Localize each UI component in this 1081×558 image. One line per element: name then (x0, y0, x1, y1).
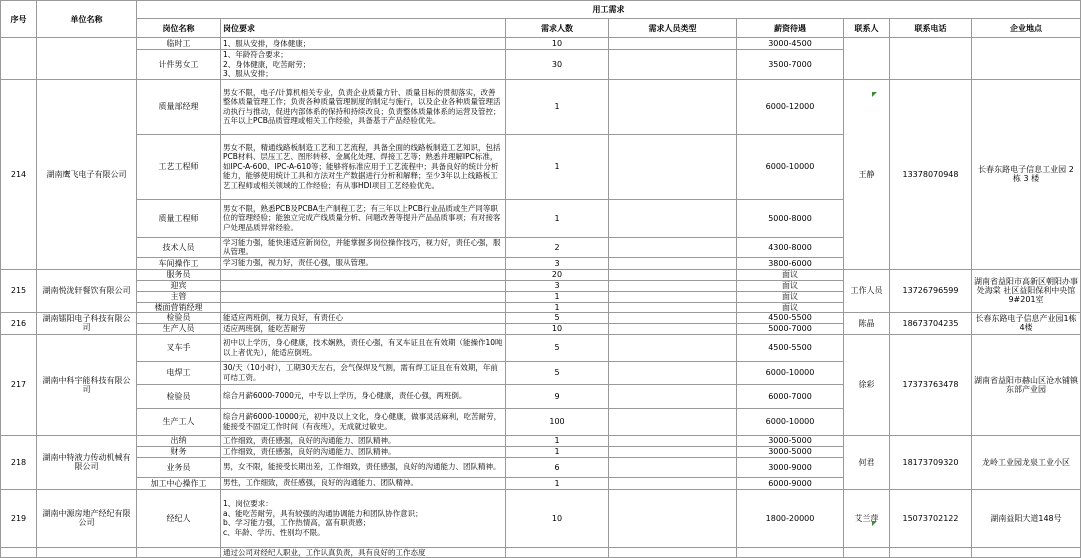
header-row-1 (1, 1, 1081, 19)
header-row-2 (1, 19, 1081, 38)
requirement-cell: 综合月薪6000-7000元，中专以上学历，身心健康，责任心强，两班倒。 (221, 384, 506, 408)
requirement-cell: 男女不限，精通线路板制造工艺和工艺流程，具备全面的线路板制造工艺知识，包括PCB材料、层压工艺、图形转移、金属化处理、焊接工艺等；熟悉并理解IPC标准，如IPC-A-600、IPC-A-610等；能够将标准应用于工艺流程中；具备良好的统计分析能力，能够使用统计工具和方法对生产数据进行分析和解释；至少3年以上线路板工艺工程师或相关领域的工作经验；有从事HDI项目工艺经验优先。 (221, 134, 506, 199)
count-cell: 5 (506, 334, 609, 361)
company-name-cell: 湖南中特液力传动机械有限公司 (37, 435, 137, 489)
type-cell (609, 134, 737, 199)
position-cell: 生产工人 (137, 408, 221, 435)
company-name-cell: 湖南中源房地产经纪有限公司 (37, 489, 137, 547)
salary-cell: 3000-5000 (737, 446, 844, 457)
count-cell: 3 (506, 280, 609, 291)
count-cell: 3 (506, 257, 609, 269)
table-row-partial (1, 547, 1081, 558)
phone-cell: 13378070948 (890, 79, 972, 269)
type-cell (609, 291, 737, 302)
phone-cell (890, 38, 972, 80)
count-cell: 20 (506, 269, 609, 280)
seq-cell: 219 (1, 489, 37, 547)
type-cell (609, 269, 737, 280)
header-requirement: 岗位要求 (221, 19, 506, 38)
header-phone: 联系电话 (890, 19, 972, 38)
position-cell: 主管 (137, 291, 221, 302)
position-cell: 质量部经理 (137, 79, 221, 134)
position-cell: 加工中心操作工 (137, 477, 221, 489)
header-contact: 联系人 (844, 19, 890, 38)
table-row (1, 312, 1081, 323)
table-row (1, 334, 1081, 361)
header-company: 单位名称 (37, 1, 137, 38)
requirement-cell (221, 269, 506, 280)
requirement-cell: 30/天（10小时），工期30天左右，会气保焊及气割，需有焊工证且在有效期，年前可结工资。 (221, 361, 506, 384)
type-cell (609, 323, 737, 334)
type-cell (609, 79, 737, 134)
type-cell (609, 477, 737, 489)
table-row (1, 489, 1081, 547)
salary-cell: 面议 (737, 280, 844, 291)
position-cell: 叉车手 (137, 334, 221, 361)
salary-cell: 面议 (737, 291, 844, 302)
position-cell: 检验员 (137, 384, 221, 408)
type-cell (609, 435, 737, 446)
position-cell: 计件男女工 (137, 50, 221, 80)
count-cell: 1 (506, 199, 609, 237)
company-name-cell: 湖南中科宇能科技有限公司 (37, 334, 137, 435)
type-cell (609, 302, 737, 312)
salary-cell: 3000-4500 (737, 38, 844, 50)
requirement-cell: 男女不限，电子/计算机相关专业，负责企业质量方针、质量目标的贯彻落实，改善整体质量管理工作；负责各种质量管理制度的制定与施行，以及企业各种质量管理活动执行与推动，促进内部体系的保持和持续改良；负责整体质量体系的运营及管控；五年以上PCB品质管理或相关工作经验，具备基于产品经验优先。 (221, 79, 506, 134)
salary-cell: 6000-7000 (737, 384, 844, 408)
requirement-cell-partial: 通过公司对经纪人职业，工作认真负责，具有良好的工作态度 (221, 547, 506, 558)
position-cell: 业务员 (137, 457, 221, 477)
phone-cell: 15073702122 (890, 489, 972, 547)
contact-cell: 艾兰萍 (844, 489, 890, 547)
company-name-cell: 湖南镭阳电子科技有限公司 (37, 312, 137, 334)
count-cell: 5 (506, 312, 609, 323)
count-cell: 10 (506, 38, 609, 50)
salary-cell: 6000-10000 (737, 408, 844, 435)
position-cell: 财务 (137, 446, 221, 457)
address-cell: 长春东路电子信息产业园1栋4楼 (972, 312, 1081, 334)
position-cell: 车间操作工 (137, 257, 221, 269)
contact-cell: 徐彩 (844, 334, 890, 435)
address-cell: 龙岭工业园龙泉工业小区 (972, 435, 1081, 489)
position-cell: 经纪人 (137, 489, 221, 547)
salary-cell: 3000-9000 (737, 457, 844, 477)
count-cell: 1 (506, 291, 609, 302)
table-row (1, 435, 1081, 446)
salary-cell: 4500-5500 (737, 334, 844, 361)
address-cell: 湖南省益阳市赫山区沧水铺镇东部产业园 (972, 334, 1081, 435)
position-cell: 生产人员 (137, 323, 221, 334)
phone-cell: 18173709320 (890, 435, 972, 489)
address-cell: 湖南益阳大道148号 (972, 489, 1081, 547)
count-cell: 10 (506, 323, 609, 334)
header-salary: 薪资待遇 (737, 19, 844, 38)
comment-marker (872, 92, 877, 97)
requirement-cell: 综合月薪6000-10000元，初中及以上文化，身心健康，做事灵活麻利，吃苦耐劳，能接受不固定工作时间（有夜班），无成就过敏史。 (221, 408, 506, 435)
salary-cell: 4500-5500 (737, 312, 844, 323)
salary-cell: 3800-6000 (737, 257, 844, 269)
requirement-cell: 初中以上学历，身心健康，技术娴熟，责任心强，有叉车证且在有效期（能操作10吨以上者优先），能适应倒班。 (221, 334, 506, 361)
seq-cell (1, 38, 37, 80)
contact-cell: 何君 (844, 435, 890, 489)
salary-cell: 5000-7000 (737, 323, 844, 334)
requirement-cell: 男性，工作细致，责任感强，良好的沟通能力、团队精神。 (221, 477, 506, 489)
salary-cell: 1800-20000 (737, 489, 844, 547)
type-cell (609, 446, 737, 457)
salary-cell: 6000-9000 (737, 477, 844, 489)
type-cell (609, 489, 737, 547)
contact-cell: 王静 (844, 79, 890, 269)
company-name-cell: 湖南鹰飞电子有限公司 (37, 79, 137, 269)
salary-cell: 3000-5000 (737, 435, 844, 446)
salary-cell: 6000-10000 (737, 134, 844, 199)
requirement-cell: 工作细致，责任感强，良好的沟通能力、团队精神。 (221, 435, 506, 446)
seq-cell: 214 (1, 79, 37, 269)
header-address: 企业地点 (972, 19, 1081, 38)
position-cell: 电焊工 (137, 361, 221, 384)
salary-cell: 6000-10000 (737, 361, 844, 384)
table-row (1, 38, 1081, 50)
phone-cell: 17373763478 (890, 334, 972, 435)
requirement-cell: 能适应两班倒，视力良好，有责任心 (221, 312, 506, 323)
count-cell: 1 (506, 79, 609, 134)
requirement-cell: 适应两班倒，能吃苦耐劳 (221, 323, 506, 334)
requirement-cell: 1、年龄符合要求； 2、身体健康，吃苦耐劳； 3、服从安排； (221, 50, 506, 80)
address-cell: 长春东路电子信息工业园 2 栋 3 楼 (972, 79, 1081, 269)
count-cell: 1 (506, 435, 609, 446)
type-cell (609, 38, 737, 50)
seq-cell: 217 (1, 334, 37, 435)
count-cell: 1 (506, 477, 609, 489)
salary-cell: 4300-8000 (737, 237, 844, 257)
requirement-cell: 男，女不限，能接受长期出差，工作细致，责任感强，良好的沟通能力、团队精神。 (221, 457, 506, 477)
salary-cell: 3500-7000 (737, 50, 844, 80)
count-cell: 1 (506, 134, 609, 199)
type-cell (609, 361, 737, 384)
count-cell: 2 (506, 237, 609, 257)
requirement-cell: 工作细致，责任感强，良好的沟通能力、团队精神。 (221, 446, 506, 457)
requirement-cell: 男女不限，熟悉PCB及PCBA生产制程工艺；有三年以上PCB行业品质或生产同等职位的管理经验；能独立完成产线质量分析、问题改善等提升产品品质事项；有对接客户处理品质异常经验。 (221, 199, 506, 237)
position-cell: 出纳 (137, 435, 221, 446)
type-cell (609, 257, 737, 269)
position-cell: 楼面营销经理 (137, 302, 221, 312)
header-position: 岗位名称 (137, 19, 221, 38)
table-row (1, 79, 1081, 134)
position-cell: 质量工程师 (137, 199, 221, 237)
phone-cell: 13726796599 (890, 269, 972, 312)
type-cell (609, 408, 737, 435)
position-cell: 检验员 (137, 312, 221, 323)
position-cell: 工艺工程师 (137, 134, 221, 199)
requirement-cell (221, 302, 506, 312)
company-name-cell (37, 38, 137, 80)
position-cell: 临时工 (137, 38, 221, 50)
type-cell (609, 237, 737, 257)
salary-cell: 面议 (737, 269, 844, 280)
comment-marker (872, 521, 877, 526)
position-cell: 迎宾 (137, 280, 221, 291)
count-cell: 100 (506, 408, 609, 435)
contact-cell: 陈晶 (844, 312, 890, 334)
seq-cell: 216 (1, 312, 37, 334)
phone-cell: 18673704235 (890, 312, 972, 334)
requirement-cell (221, 280, 506, 291)
header-count: 需求人数 (506, 19, 609, 38)
salary-cell: 5000-8000 (737, 199, 844, 237)
table-body (1, 38, 1081, 558)
salary-cell: 6000-12000 (737, 79, 844, 134)
contact-cell: 工作人员 (844, 269, 890, 312)
type-cell (609, 312, 737, 323)
count-cell: 9 (506, 384, 609, 408)
type-cell (609, 457, 737, 477)
type-cell (609, 280, 737, 291)
requirement-cell (221, 291, 506, 302)
company-name-cell: 湖南悦泷轩餐饮有限公司 (37, 269, 137, 312)
type-cell (609, 334, 737, 361)
count-cell: 1 (506, 446, 609, 457)
address-cell (972, 38, 1081, 80)
count-cell: 5 (506, 361, 609, 384)
address-cell: 湖南省益阳市高新区朝阳办事处海棠 社区益阳保利中央馆9#201室 (972, 269, 1081, 312)
salary-cell: 面议 (737, 302, 844, 312)
type-cell (609, 384, 737, 408)
contact-cell (844, 38, 890, 80)
type-cell (609, 50, 737, 80)
table-row (1, 269, 1081, 280)
header-employment: 用工需求 (137, 1, 1081, 19)
header-seq: 序号 (1, 1, 37, 38)
type-cell (609, 199, 737, 237)
count-cell: 1 (506, 302, 609, 312)
count-cell: 6 (506, 457, 609, 477)
seq-cell: 218 (1, 435, 37, 489)
position-cell: 技术人员 (137, 237, 221, 257)
count-cell: 10 (506, 489, 609, 547)
position-cell: 服务员 (137, 269, 221, 280)
requirement-cell: 学习能力强，视力好，责任心强，服从管理。 (221, 257, 506, 269)
header-type: 需求人员类型 (609, 19, 737, 38)
requirement-cell: 1、服从安排，身体健康； (221, 38, 506, 50)
requirement-cell: 学习能力强，能快速适应新岗位，并能掌握多岗位操作技巧，视力好，责任心强，服从管理。 (221, 237, 506, 257)
seq-cell: 215 (1, 269, 37, 312)
requirement-cell: 1、岗位要求： a、能吃苦耐劳，具有较强的沟通协调能力和团队协作意识； b、学习能力强，工作热情高，富有职责感； c、年龄、学历、性别均不限。 (221, 489, 506, 547)
count-cell: 30 (506, 50, 609, 80)
